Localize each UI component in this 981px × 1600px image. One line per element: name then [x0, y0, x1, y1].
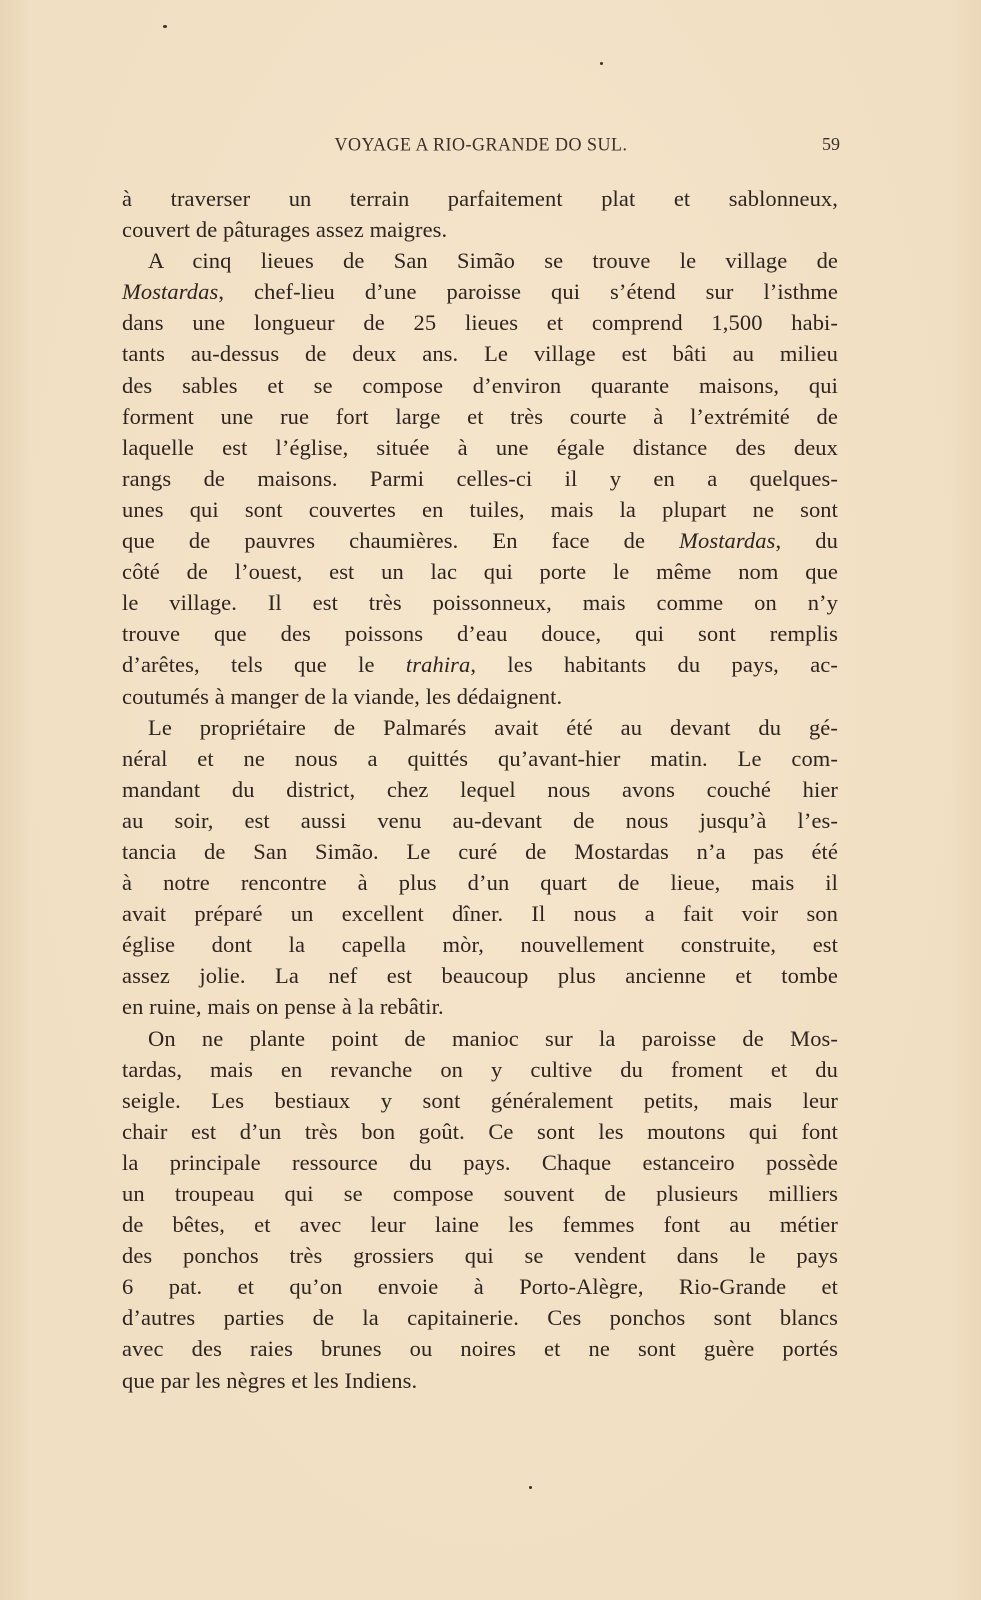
text-run: avait préparé un excellent dîner. Il nous a fait voir son — [122, 901, 838, 927]
text-run: un troupeau qui se compose souvent de plusieurs milliers — [122, 1181, 838, 1206]
text-run: assez jolie. La nef est beaucoup plus ancienne et tombe — [122, 963, 838, 989]
text-run: laquelle est l’église, située à une égale distance des deux — [122, 434, 838, 460]
text-run: dans une longueur de 25 lieues et comprend 1,500 habi- — [122, 310, 838, 336]
text-run: , chef-lieu d’une paroisse qui s’étend sur l’isthme — [218, 279, 838, 305]
text-line — [122, 1023, 838, 1054]
ink-speck — [529, 1486, 532, 1489]
text-line — [122, 245, 838, 276]
text-run: le village. Il est très poissonneux, mais comme on n’y — [122, 590, 838, 616]
text-run: chair est d’un très bon goût. Ce sont les moutons qui font — [122, 1118, 838, 1144]
text-line — [122, 1302, 838, 1333]
text-line — [122, 183, 838, 214]
text-line — [122, 805, 838, 836]
text-line — [122, 432, 838, 463]
text-run: Le propriétaire de Palmarés avait été au devant du gé- — [148, 714, 838, 740]
paragraph — [122, 712, 838, 1023]
italic-term: trahira — [405, 652, 471, 678]
text-line — [122, 774, 838, 805]
text-run: A cinq lieues de San Simão se trouve le village de — [148, 248, 838, 274]
text-line — [122, 556, 838, 587]
text-run: des ponchos très grossiers qui se vendent dans le pays — [122, 1243, 838, 1269]
text-line — [122, 525, 838, 556]
text-line — [122, 1085, 838, 1116]
text-run: trouve que des poissons d’eau douce, qui sont remplis — [122, 621, 838, 647]
text-line — [122, 867, 838, 898]
text-run: que par les nègres et les Indiens. — [122, 1367, 418, 1393]
text-run: au soir, est aussi venu au-devant de nous jusqu’à l’es- — [122, 807, 838, 833]
text-run: mandant du district, chez lequel nous avons couché hier — [122, 776, 838, 802]
text-line — [122, 681, 838, 712]
ink-speck — [163, 25, 167, 28]
text-line — [122, 401, 838, 432]
running-head — [122, 134, 840, 160]
text-run: couvert de pâturages assez maigres. — [122, 217, 448, 243]
text-run: église dont la capella mòr, nouvellement construite, est — [122, 932, 838, 958]
text-line — [122, 1147, 838, 1178]
text-line — [122, 929, 838, 960]
text-line — [122, 463, 838, 494]
text-line — [122, 494, 838, 525]
italic-term: Mostardas — [679, 528, 776, 554]
text-run: unes qui sont couvertes en tuiles, mais la plupart ne sont — [122, 496, 838, 522]
text-run: de bêtes, et avec leur laine les femmes font au métier — [122, 1212, 838, 1238]
body-text — [122, 183, 838, 1396]
text-line — [122, 338, 838, 369]
ink-speck — [600, 62, 603, 65]
text-line — [122, 1365, 838, 1396]
text-run: forment une rue fort large et très courte à l’extrémité de — [122, 403, 838, 429]
text-line — [122, 836, 838, 867]
text-run: coutumés à manger de la viande, les dédaignent. — [122, 683, 563, 709]
paragraph — [122, 183, 838, 245]
text-run: que de pauvres chaumières. En face de — [122, 528, 680, 554]
text-line — [122, 370, 838, 401]
text-line — [122, 214, 838, 245]
text-line — [122, 618, 838, 649]
text-run: rangs de maisons. Parmi celles-ci il y en a quelques- — [122, 465, 838, 491]
text-line — [122, 1333, 838, 1364]
text-run: tants au-dessus de deux ans. Le village est bâti au milieu — [122, 341, 838, 367]
text-line — [122, 898, 838, 929]
text-run: des sables et se compose d’environ quarante maisons, qui — [122, 372, 838, 398]
text-run: la principale ressource du pays. Chaque estanceiro possède — [122, 1149, 838, 1175]
text-run: , les habitants du pays, ac- — [470, 652, 838, 678]
text-line — [122, 276, 838, 307]
italic-term: Mostardas — [122, 279, 219, 305]
text-line — [122, 960, 838, 991]
paragraph — [122, 1023, 838, 1396]
text-line — [122, 743, 838, 774]
text-line — [122, 587, 838, 618]
text-run: côté de l’ouest, est un lac qui porte le même nom que — [122, 559, 838, 585]
text-run: à traverser un terrain parfaitement plat et sablonneux, — [122, 186, 838, 211]
text-line — [122, 991, 838, 1022]
text-run: tardas, mais en revanche on y cultive du froment et du — [122, 1056, 838, 1082]
text-line — [122, 1240, 838, 1271]
text-line — [122, 1209, 838, 1240]
text-line — [122, 1116, 838, 1147]
text-run: seigle. Les bestiaux y sont généralement petits, mais leur — [122, 1087, 838, 1113]
text-run: d’autres parties de la capitainerie. Ces ponchos sont blancs — [122, 1305, 838, 1331]
text-line — [122, 712, 838, 743]
text-run: 6 pat. et qu’on envoie à Porto-Alègre, Rio-Grande et — [122, 1274, 838, 1300]
text-run: à notre rencontre à plus d’un quart de lieue, mais il — [122, 870, 838, 896]
text-line — [122, 307, 838, 338]
text-run: tancia de San Simão. Le curé de Mostardas n’a pas été — [122, 838, 838, 864]
text-run: néral et ne nous a quittés qu’avant-hier matin. Le com- — [122, 745, 838, 771]
text-line — [122, 1054, 838, 1085]
text-line — [122, 1271, 838, 1302]
page-number: 59 — [822, 134, 840, 154]
text-run: avec des raies brunes ou noires et ne sont guère portés — [122, 1336, 838, 1362]
text-line — [122, 649, 838, 680]
text-run: en ruine, mais on pense à la rebâtir. — [122, 994, 444, 1020]
text-run: , du — [775, 528, 838, 554]
running-title: VOYAGE A RIO-GRANDE DO SUL. — [334, 133, 628, 155]
text-line — [122, 1178, 838, 1209]
text-run: On ne plante point de manioc sur la paroisse de Mos- — [148, 1025, 838, 1051]
text-run: d’arêtes, tels que le — [122, 652, 406, 678]
paragraph — [122, 245, 838, 711]
